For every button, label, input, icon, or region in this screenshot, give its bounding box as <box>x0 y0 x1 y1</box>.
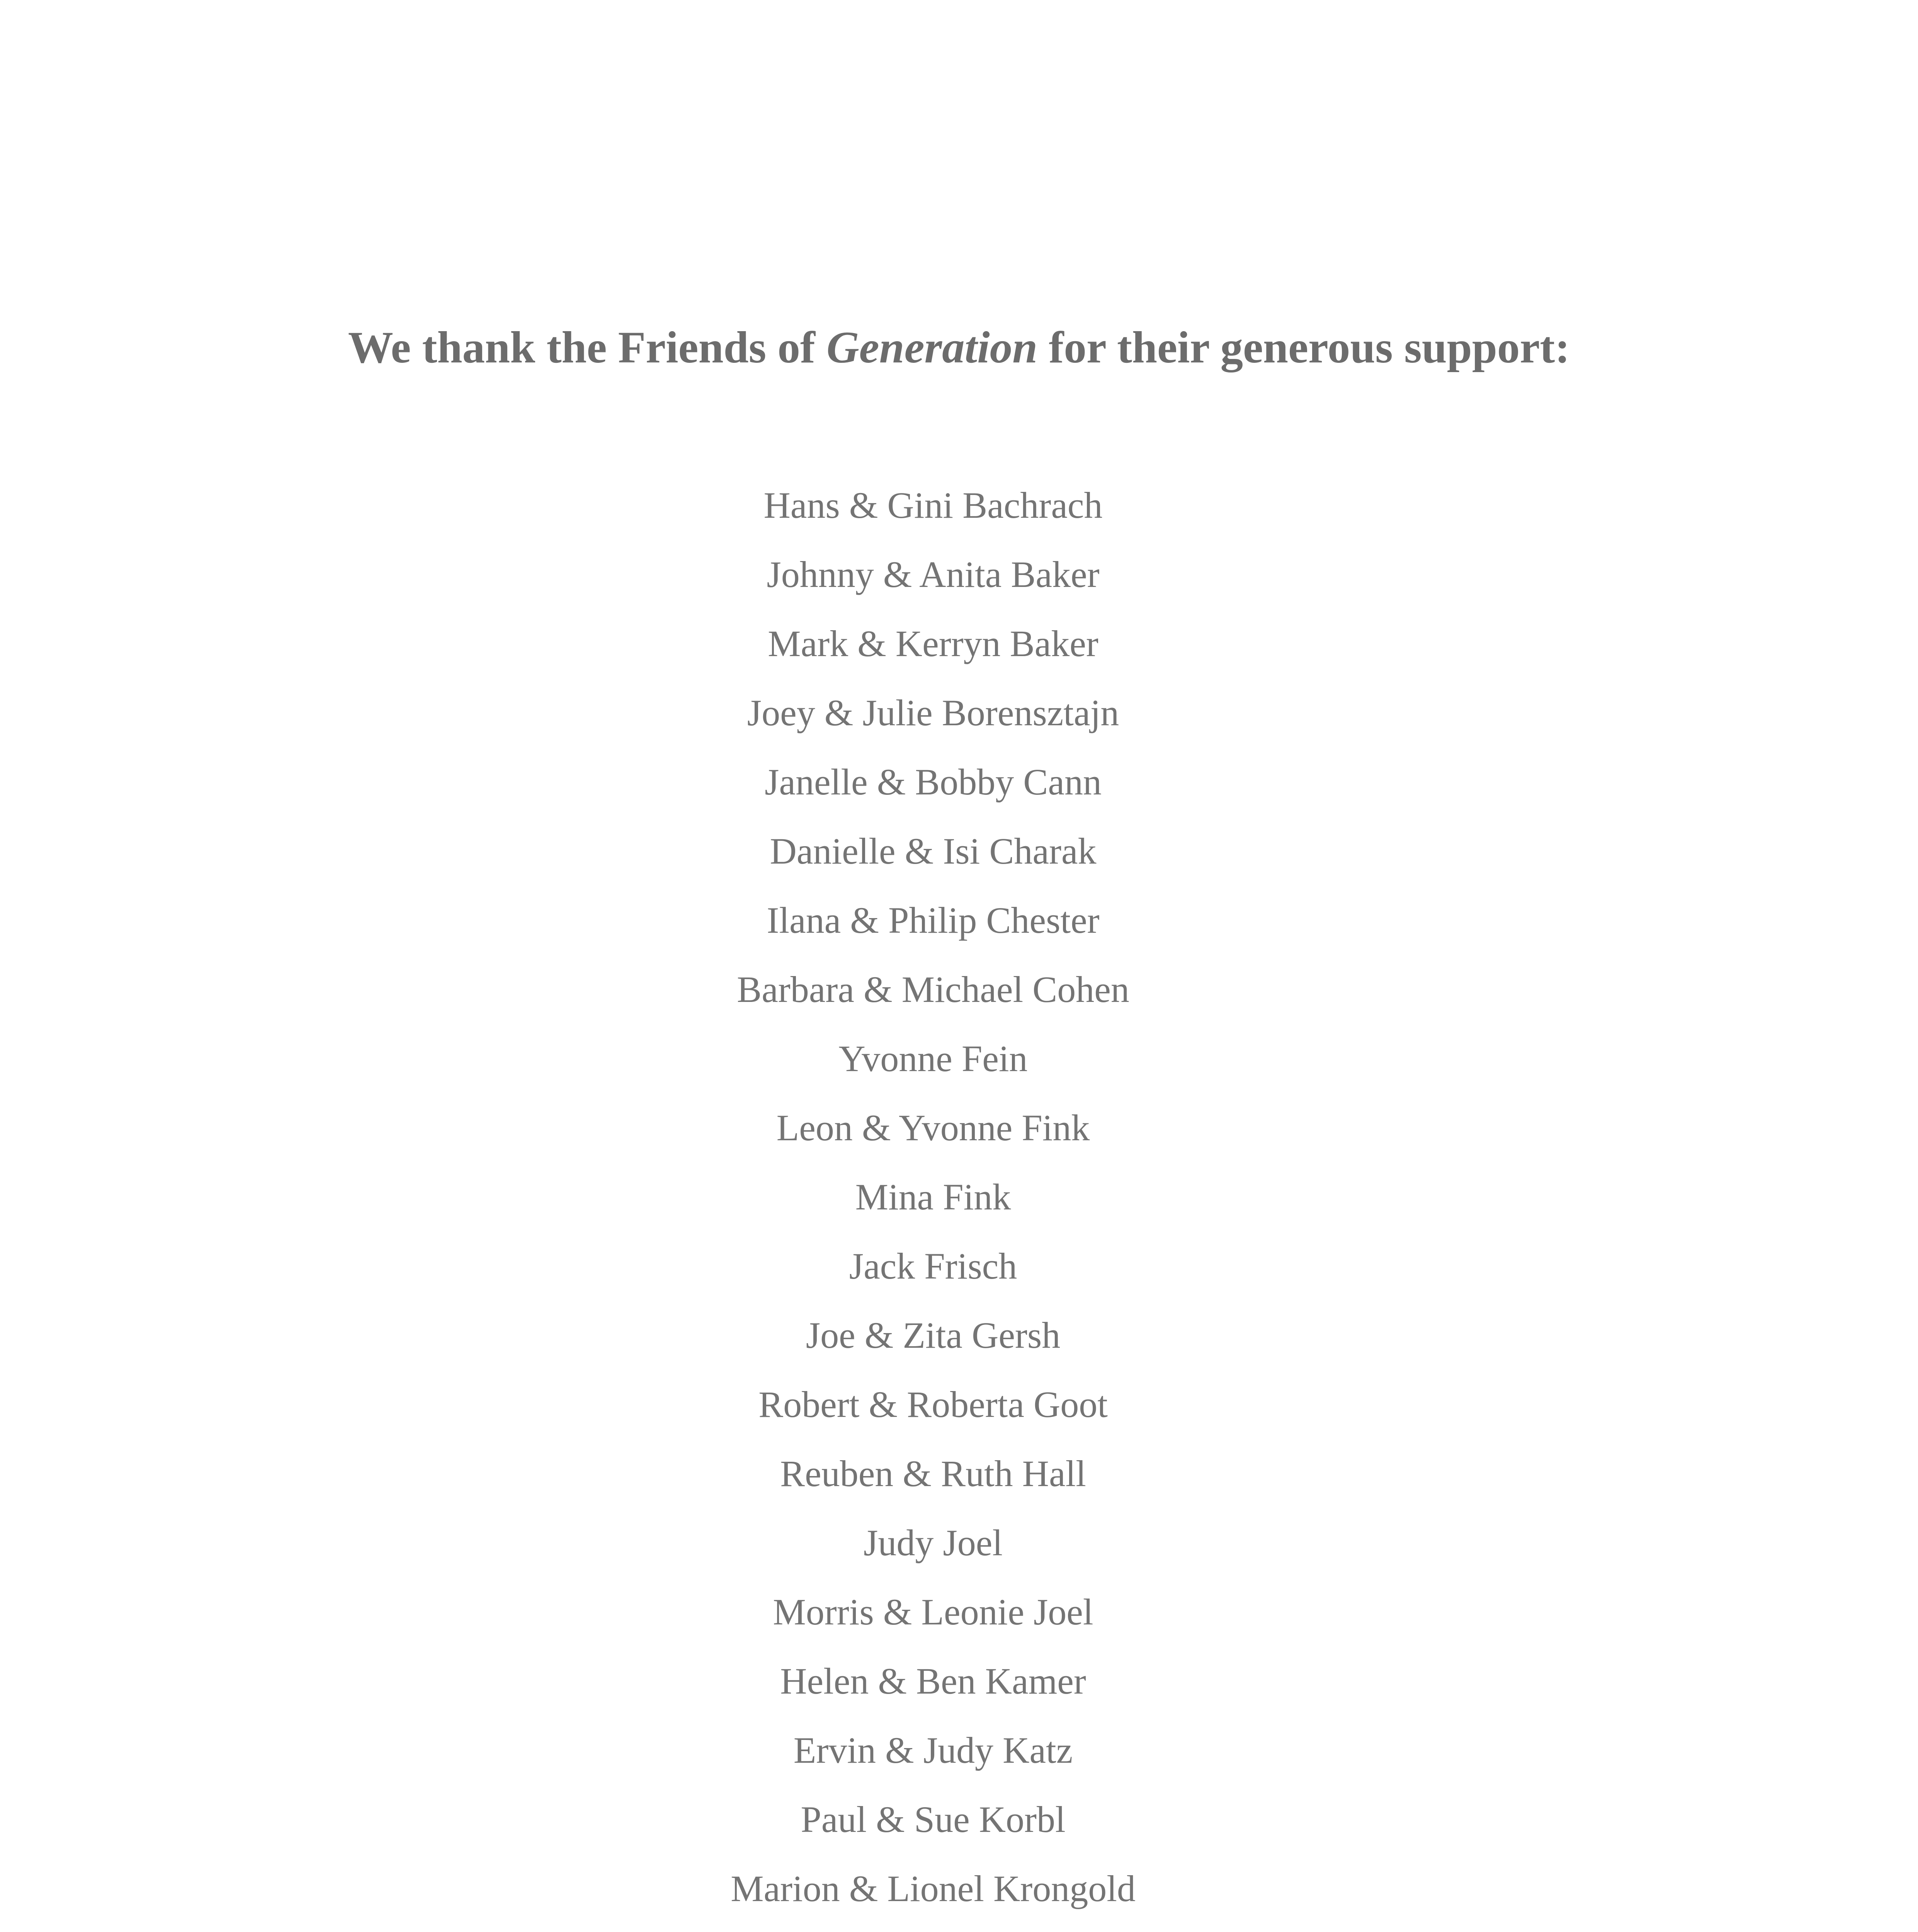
supporter-name: Paul & Sue Korbl <box>801 1799 1066 1840</box>
supporters-list <box>0 471 1866 1932</box>
supporter-name: Morris & Leonie Joel <box>773 1591 1093 1633</box>
supporter-name: Mark & Kerryn Baker <box>768 623 1098 664</box>
supporter-name: Johnny & Anita Baker <box>767 554 1100 595</box>
supporter-name: Hans & Gini Bachrach <box>763 485 1103 526</box>
supporter-name: Judy Joel <box>864 1522 1003 1563</box>
acknowledgement-heading <box>0 321 1918 375</box>
supporter-name: Marion & Lionel Krongold <box>731 1868 1136 1909</box>
supporter-name: Ervin & Judy Katz <box>793 1730 1073 1771</box>
supporter-name: Danielle & Isi Charak <box>770 830 1097 872</box>
supporter-name: Barbara & Michael Cohen <box>737 969 1129 1010</box>
supporter-name <box>0 1923 1866 1932</box>
supporter-name: Mina Fink <box>855 1176 1011 1218</box>
supporter-name: Jack Frisch <box>849 1245 1017 1287</box>
supporter-name: Janelle & Bobby Cann <box>765 761 1102 803</box>
heading-text-after: for their generous support: <box>1037 323 1570 372</box>
supporter-name: Yvonne Fein <box>838 1038 1028 1079</box>
supporter-name: Helen & Ben Kamer <box>780 1660 1086 1702</box>
supporter-name: Ilana & Philip Chester <box>767 900 1100 941</box>
supporter-name: Joe & Zita Gersh <box>806 1315 1061 1356</box>
supporter-name: Reuben & Ruth Hall <box>780 1453 1086 1494</box>
heading-publication-title: Generation <box>826 323 1038 372</box>
supporter-name: Joey & Julie Borensztajn <box>747 692 1119 733</box>
supporter-name: Robert & Roberta Goot <box>758 1384 1108 1425</box>
supporter-name: Leon & Yvonne Fink <box>776 1107 1090 1148</box>
heading-text-before: We thank the Friends of <box>348 323 827 372</box>
